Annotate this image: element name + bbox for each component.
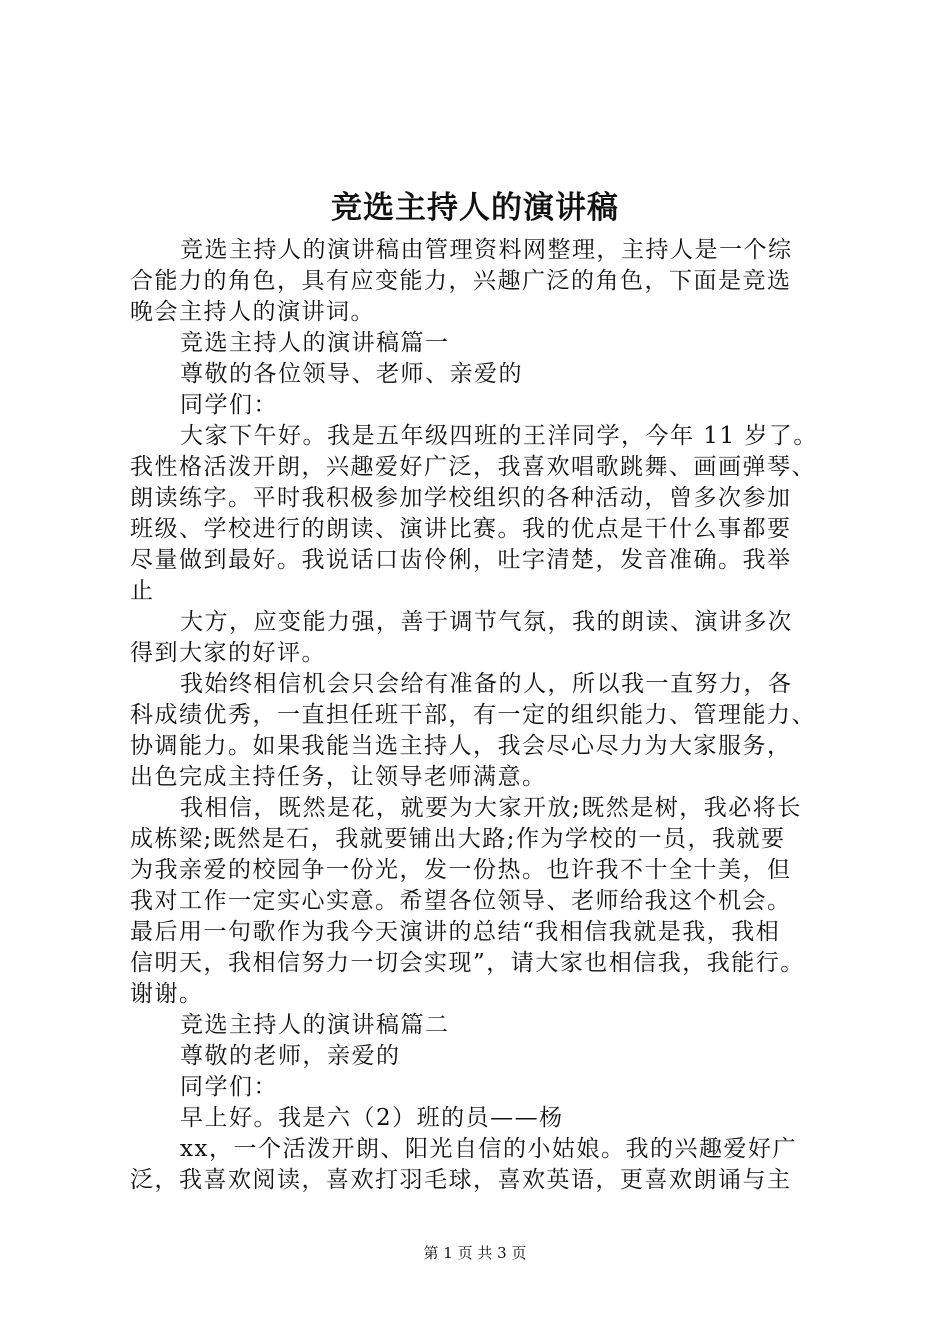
body-line: 我相信，既然是花，就要为大家开放;既然是树，我必将长 [180,795,802,821]
body-line: 早上好。我是六（2）班的员——杨 [180,1105,564,1131]
body-line: 出色完成主持任务，让领导老师满意。 [130,764,547,790]
body-line: 协调能力。如果我能当选主持人，我会尽心尽力为大家服务， [130,733,792,759]
body-line: 泛，我喜欢阅读，喜欢打羽毛球，喜欢英语，更喜欢朗诵与主 [130,1167,792,1193]
body-line: 大家下午好。我是五年级四班的王洋同学，今年 11 岁了。 [180,423,818,449]
body-line: xx，一个活泼开朗、阳光自信的小姑娘。我的兴趣爱好广 [180,1136,797,1162]
body-line: 谢谢。 [130,981,204,1007]
body-line: 同学们： [180,1074,278,1100]
body-line: 尊敬的各位领导、老师、亲爱的 [180,361,523,387]
body-line: 竞选主持人的演讲稿由管理资料网整理，主持人是一个综 [180,237,793,263]
body-line: 科成绩优秀，一直担任班干部，有一定的组织能力、管理能力、 [130,702,816,728]
body-line: 成栋梁;既然是石，我就要铺出大路;作为学校的一员，我就要 [130,826,786,852]
body-line: 朗读练字。平时我积极参加学校组织的各种活动，曾多次参加 [130,485,792,511]
document-body [130,235,835,1196]
body-line: 得到大家的好评。 [130,640,326,666]
body-line: 同学们： [180,392,278,418]
body-line: 竞选主持人的演讲稿篇二 [180,1012,450,1038]
body-line: 最后用一句歌作为我今天演讲的总结“我相信我就是我，我相 [130,919,781,945]
body-line: 为我亲爱的校园争一份光，发一份热。也许我不十全十美，但 [130,857,792,883]
body-line: 我性格活泼开朗，兴趣爱好广泛，我喜欢唱歌跳舞、画画弹琴、 [130,454,816,480]
body-line: 晚会主持人的演讲词。 [130,299,375,325]
document-title: 竞选主持人的演讲稿 [331,190,619,226]
body-line: 大方，应变能力强，善于调节气氛，我的朗读、演讲多次 [180,609,793,635]
body-line: 我始终相信机会只会给有准备的人，所以我一直努力，各 [180,671,793,697]
body-line: 尊敬的老师，亲爱的 [180,1043,401,1069]
body-line: 我对工作一定实心实意。希望各位领导、老师给我这个机会。 [130,888,792,914]
body-line: 尽量做到最好。我说话口齿伶俐，吐字清楚，发音准确。我举 [130,547,792,573]
body-line: 竞选主持人的演讲稿篇一 [180,330,450,356]
body-line: 止 [130,578,155,604]
body-line: 信明天，我相信努力一切会实现”，请大家也相信我，我能行。 [130,950,805,976]
body-line: 合能力的角色，具有应变能力，兴趣广泛的角色，下面是竞选 [130,268,792,294]
body-line: 班级、学校进行的朗读、演讲比赛。我的优点是干什么事都要 [130,516,792,542]
page-footer: 第 1 页 共 3 页 [423,1244,527,1262]
